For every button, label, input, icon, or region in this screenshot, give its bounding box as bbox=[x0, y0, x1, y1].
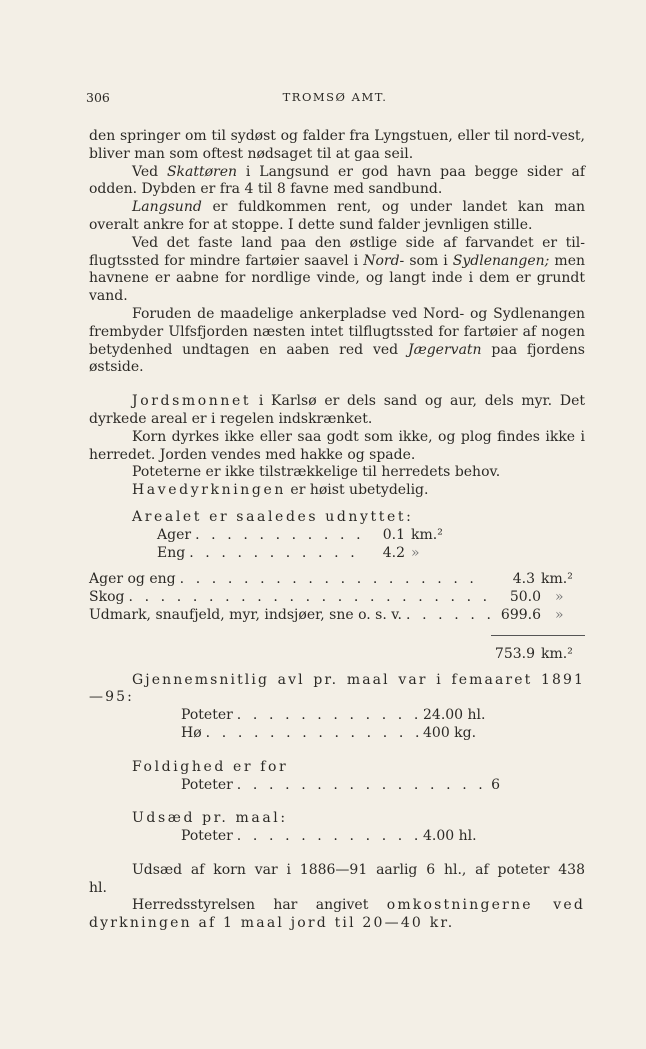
paragraph: Havedyrkningen er høist ubetydelig. bbox=[132, 482, 429, 499]
table-row: Poteter . . . 24.00 hl. bbox=[181, 707, 497, 725]
area-heading: Arealet er saaledes udnyttet: bbox=[132, 508, 414, 525]
table-row: Poteter . . . 4.00 hl. bbox=[181, 828, 497, 846]
paragraph: Herredsstyrelsen har angivet omkostningerne ved dyrkningen af 1 maal jord til 20—40 kr. bbox=[89, 897, 585, 932]
sum-rule bbox=[491, 635, 585, 636]
table-row: Hø . . . 400 kg. bbox=[181, 725, 497, 743]
paragraph: Udsæd af korn var i 1886—91 aarlig 6 hl., af poteter 438 hl. bbox=[89, 861, 585, 896]
paragraph: Langsund er fuldkommen rent, og under landet kan man overalt ankre for at stoppe. I dette sund falder jevnligen stille. bbox=[89, 199, 585, 233]
page-number: 306 bbox=[86, 90, 110, 105]
total-row: 753.9 km.² bbox=[494, 645, 573, 662]
yield-table bbox=[181, 707, 497, 743]
paragraph: den springer om til sydøst og falder fra Lyngstuen, eller til nord-vest, bliver man som oftest nødsaget til at gaa seil. bbox=[89, 128, 585, 162]
yield-heading: Gjennemsnitlig avl pr. maal var i femaaret 1891—95: bbox=[89, 671, 585, 706]
fold-table bbox=[181, 777, 500, 795]
table-row: Eng . . . 4.2 » bbox=[157, 545, 455, 563]
paragraph: Poteterne er ikke tilstrækkelige til herredets behov. bbox=[132, 464, 501, 481]
paragraph: Jordsmonnet i Karlsø er dels sand og aur, dels myr. Det dyrkede areal er i regelen indskrænket. bbox=[89, 393, 585, 427]
running-title: TROMSØ AMT. bbox=[282, 90, 388, 104]
page-body bbox=[89, 128, 585, 933]
seed-heading: Udsæd pr. maal: bbox=[132, 810, 288, 827]
paragraph: Korn dyrkes ikke eller saa godt som ikke, og plog findes ikke i herredet. Jorden vendes med hakke og spade. bbox=[89, 428, 585, 463]
paragraph: Ved det faste land paa den østlige side af farvandet er til-flugtssted for mindre fartøier saavel i Nord- som i Sydlenangen; men havnene er aabne for nordlige vinde, og langt inde i dem er grundt vand. bbox=[89, 234, 586, 305]
table-row: Udmark, snaufjeld, myr, indsjøer, sne o. s. v. . . . 699.6 » bbox=[89, 607, 585, 625]
table-row: Ager og eng . . . 4.3 km.² bbox=[89, 571, 585, 589]
page-header bbox=[86, 90, 584, 110]
fold-heading: Foldighed er for bbox=[132, 758, 289, 775]
area-subtable bbox=[157, 527, 455, 563]
table-row: Ager . . . 0.1 km.² bbox=[157, 527, 455, 545]
paragraph: Foruden de maadelige ankerpladse ved Nord- og Sydlenangen frembyder Ulfsfjorden næsten intet tilflugtssted for fartøier af nogen betydenhed undtagen en aaben red ved Jægervatn paa fjordens østside. bbox=[89, 305, 585, 376]
paragraph: Ved Skattøren i Langsund er god havn paa begge sider af odden. Dybden er fra 4 til 8 favne med sandbund. bbox=[89, 163, 585, 198]
table-row: Poteter . . . 6 bbox=[181, 777, 500, 795]
table-row: Skog . . . 50.0 » bbox=[89, 589, 585, 607]
seed-table bbox=[181, 828, 497, 846]
area-table bbox=[89, 571, 585, 663]
